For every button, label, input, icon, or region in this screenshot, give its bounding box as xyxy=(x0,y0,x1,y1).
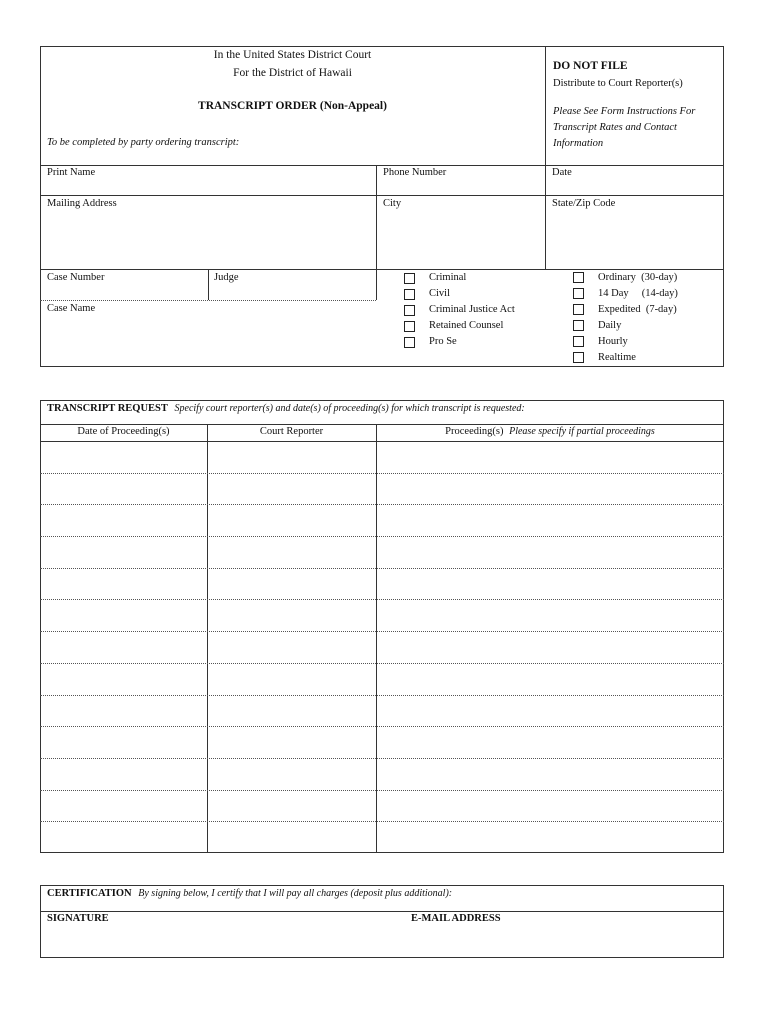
judge-field[interactable]: Judge xyxy=(214,272,239,283)
checkbox-expedited[interactable] xyxy=(573,304,584,315)
state-zip-field[interactable]: State/Zip Code xyxy=(552,198,616,209)
date-cell[interactable] xyxy=(41,791,206,821)
proceedings-cell[interactable] xyxy=(377,505,723,535)
row-divider xyxy=(40,195,724,196)
signature-field[interactable]: SIGNATURE xyxy=(47,913,109,924)
section-subtitle: Specify court reporter(s) and date(s) of proceeding(s) for which transcript is requested: xyxy=(174,403,525,414)
case-type-label: Criminal Justice Act xyxy=(429,304,515,315)
proceedings-cell[interactable] xyxy=(377,759,723,789)
reporter-cell[interactable] xyxy=(208,474,375,504)
date-cell[interactable] xyxy=(41,442,206,472)
delivery-option-label: Hourly xyxy=(598,336,628,347)
mailing-address-field[interactable]: Mailing Address xyxy=(47,198,117,209)
reporter-cell[interactable] xyxy=(208,632,375,662)
checkbox-realtime[interactable] xyxy=(573,352,584,363)
reporter-cell[interactable] xyxy=(208,791,375,821)
date-cell[interactable] xyxy=(41,569,206,599)
reporter-cell[interactable] xyxy=(208,600,375,630)
form-note-line1: Please See Form Instructions For xyxy=(553,106,696,117)
reporter-cell[interactable] xyxy=(208,822,375,852)
row-divider xyxy=(40,269,724,270)
reporter-cell[interactable] xyxy=(208,727,375,757)
section-title: TRANSCRIPT REQUEST xyxy=(47,403,168,414)
form-note-line3: Information xyxy=(553,138,604,149)
reporter-cell[interactable] xyxy=(208,696,375,726)
checkbox-pro-se[interactable] xyxy=(404,337,415,348)
checkbox-ordinary[interactable] xyxy=(573,272,584,283)
certification-divider xyxy=(40,911,724,912)
checkbox-daily[interactable] xyxy=(573,320,584,331)
proceedings-cell[interactable] xyxy=(377,822,723,852)
proceedings-cell[interactable] xyxy=(377,791,723,821)
date-cell[interactable] xyxy=(41,696,206,726)
certification-subtitle: By signing below, I certify that I will pay all charges (deposit plus additional): xyxy=(138,888,453,899)
date-cell[interactable] xyxy=(41,632,206,662)
delivery-option-label: Ordinary (30-day) xyxy=(598,272,678,283)
proceedings-cell[interactable] xyxy=(377,442,723,472)
case-number-underline xyxy=(40,300,376,301)
transcript-request-title xyxy=(47,403,525,416)
proceedings-note: Please specify if partial proceedings xyxy=(509,426,655,437)
proceedings-label: Proceeding(s) xyxy=(445,426,504,437)
col-divider xyxy=(208,269,209,300)
proceedings-cell[interactable] xyxy=(377,696,723,726)
proceedings-cell[interactable] xyxy=(377,664,723,694)
case-type-label: Pro Se xyxy=(429,336,457,347)
row-divider xyxy=(40,165,724,166)
proceedings-cell[interactable] xyxy=(377,569,723,599)
col-divider xyxy=(376,269,377,300)
date-cell[interactable] xyxy=(41,505,206,535)
column-header-proceedings xyxy=(376,426,724,439)
proceedings-cell[interactable] xyxy=(377,727,723,757)
form-title: TRANSCRIPT ORDER (Non-Appeal) xyxy=(198,100,387,112)
reporter-cell[interactable] xyxy=(208,505,375,535)
certification-label: CERTIFICATION xyxy=(47,888,132,899)
form-instruction: To be completed by party ordering transcript: xyxy=(47,137,240,148)
date-cell[interactable] xyxy=(41,474,206,504)
date-cell[interactable] xyxy=(41,537,206,567)
reporter-cell[interactable] xyxy=(208,537,375,567)
email-address-field[interactable]: E-MAIL ADDRESS xyxy=(411,913,501,924)
date-cell[interactable] xyxy=(41,664,206,694)
proceedings-cell[interactable] xyxy=(377,474,723,504)
case-name-field[interactable]: Case Name xyxy=(47,303,96,314)
court-name-line1: In the United States District Court xyxy=(213,49,372,61)
delivery-option-label: Realtime xyxy=(598,352,636,363)
proceedings-cell[interactable] xyxy=(377,600,723,630)
proceedings-cell[interactable] xyxy=(377,632,723,662)
reporter-cell[interactable] xyxy=(208,759,375,789)
do-not-file-label: DO NOT FILE xyxy=(553,60,628,72)
checkbox-civil[interactable] xyxy=(404,289,415,300)
header-divider xyxy=(545,46,546,165)
checkbox-criminal-justice-act[interactable] xyxy=(404,305,415,316)
date-field[interactable]: Date xyxy=(552,167,572,178)
distribute-label: Distribute to Court Reporter(s) xyxy=(553,78,683,89)
print-name-field[interactable]: Print Name xyxy=(47,167,96,178)
court-name-line2: For the District of Hawaii xyxy=(233,67,352,79)
form-note-line2: Transcript Rates and Contact xyxy=(553,122,677,133)
delivery-option-label: 14 Day (14-day) xyxy=(598,288,678,299)
case-type-label: Criminal xyxy=(429,272,467,283)
phone-number-field[interactable]: Phone Number xyxy=(383,167,447,178)
order-info-section xyxy=(40,46,724,367)
date-cell[interactable] xyxy=(41,822,206,852)
case-type-label: Civil xyxy=(429,288,451,299)
date-cell[interactable] xyxy=(41,759,206,789)
delivery-option-label: Expedited (7-day) xyxy=(598,304,677,315)
delivery-option-label: Daily xyxy=(598,320,622,331)
reporter-cell[interactable] xyxy=(208,442,375,472)
certification-title xyxy=(47,888,452,901)
section-title-divider xyxy=(40,424,724,425)
col-divider xyxy=(545,165,546,269)
reporter-cell[interactable] xyxy=(208,664,375,694)
col-divider xyxy=(376,165,377,269)
case-number-field[interactable]: Case Number xyxy=(47,272,105,283)
date-cell[interactable] xyxy=(41,600,206,630)
column-header-date: Date of Proceeding(s) xyxy=(77,426,170,437)
checkbox-retained-counsel[interactable] xyxy=(404,321,415,332)
reporter-cell[interactable] xyxy=(208,569,375,599)
case-type-label: Retained Counsel xyxy=(429,320,504,331)
date-cell[interactable] xyxy=(41,727,206,757)
checkbox-14-day[interactable] xyxy=(573,288,584,299)
checkbox-criminal[interactable] xyxy=(404,273,415,284)
checkbox-hourly[interactable] xyxy=(573,336,584,347)
column-header-reporter: Court Reporter xyxy=(259,426,324,437)
proceedings-cell[interactable] xyxy=(377,537,723,567)
city-field[interactable]: City xyxy=(383,198,402,209)
